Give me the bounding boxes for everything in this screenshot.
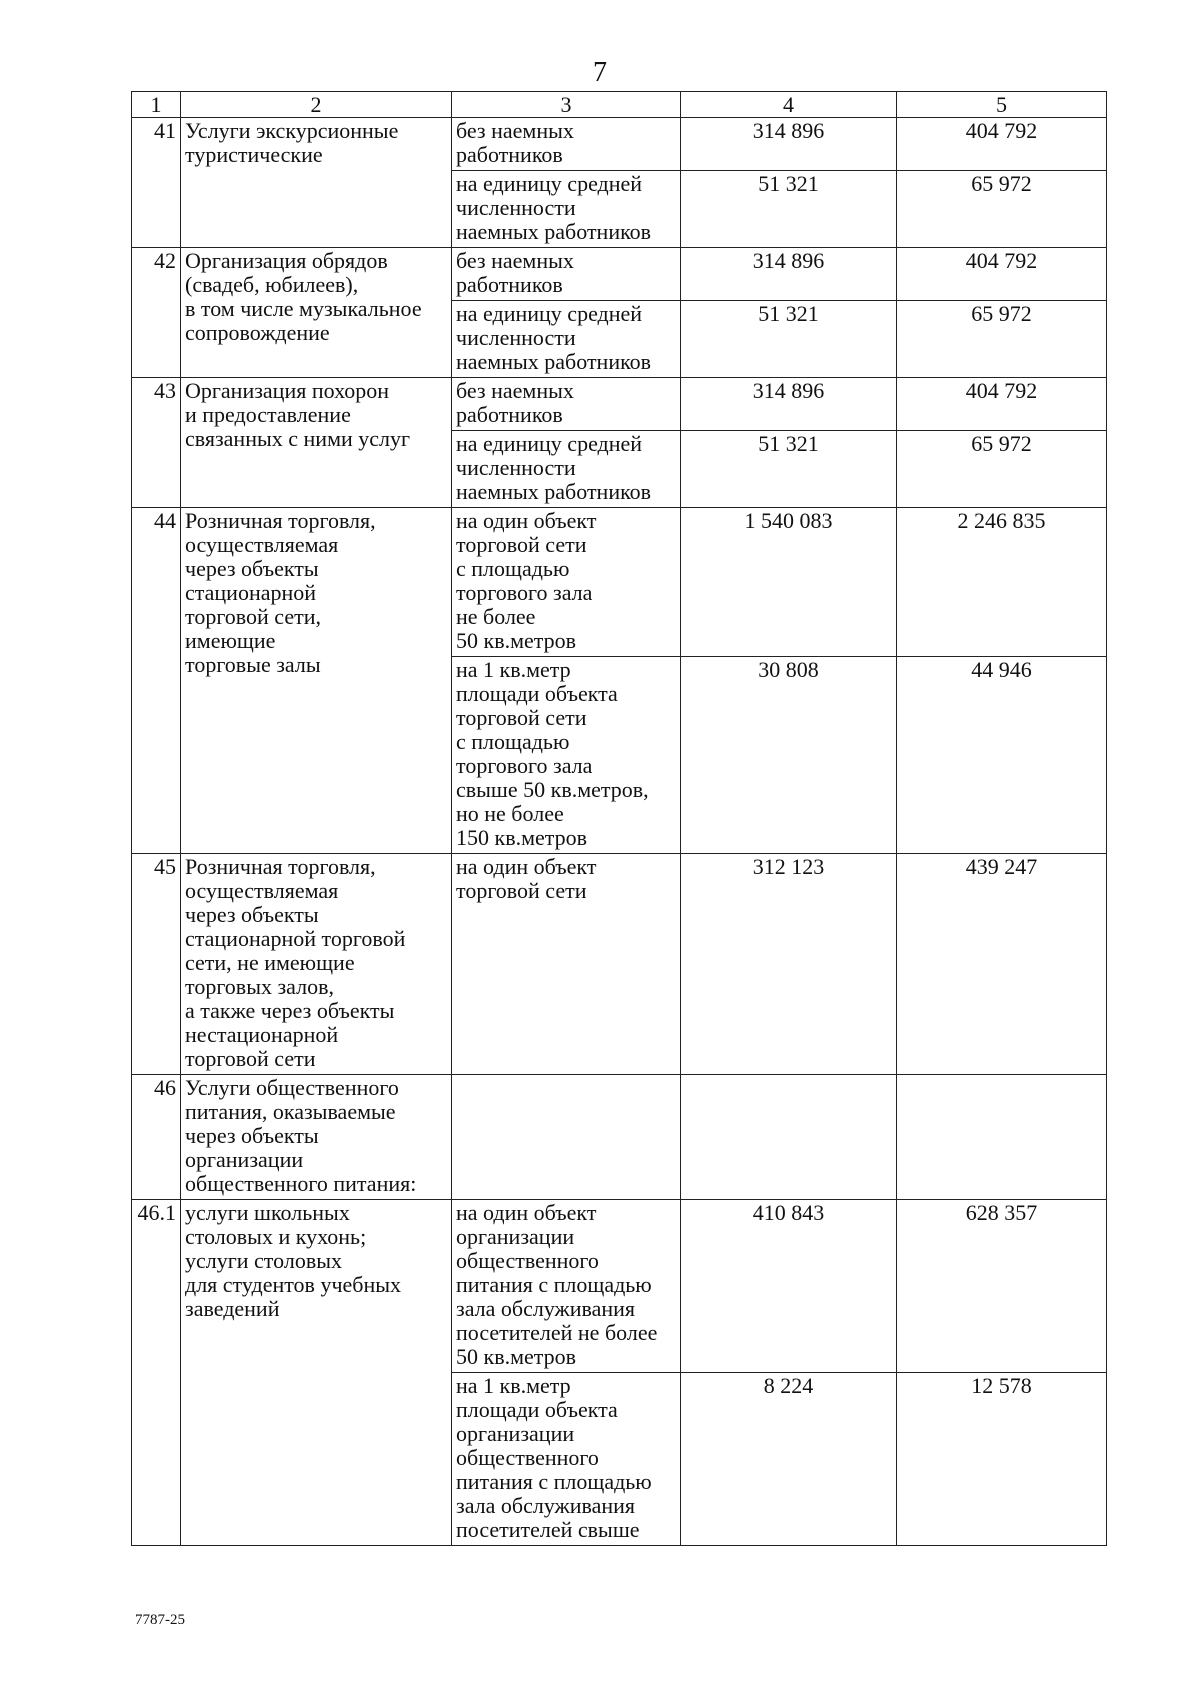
column-number-2: 2: [181, 92, 452, 118]
service-name-line: (свадеб, юбилеев),: [185, 272, 359, 297]
calculation-basis-line: 50 кв.метров: [456, 1344, 577, 1369]
calculation-basis-line: численности: [456, 455, 576, 480]
calculation-basis-line: торговой сети: [456, 532, 587, 557]
service-name-line: стационарной: [185, 580, 317, 605]
column-number-1: 1: [132, 92, 181, 118]
column-number-4: 4: [681, 92, 897, 118]
value-column-5: 404 792: [897, 118, 1107, 171]
tariff-table: [131, 91, 1107, 1546]
value-column-4: 30 808: [681, 657, 897, 854]
calculation-basis-line: на 1 кв.метр: [456, 657, 571, 682]
document-code: 7787-25: [135, 1612, 185, 1628]
table-row: [132, 854, 1107, 1075]
calculation-basis-line: организации: [456, 1421, 575, 1446]
calculation-basis-line: свыше 50 кв.метров,: [456, 777, 649, 802]
service-name-line: для студентов учебных: [185, 1272, 402, 1297]
calculation-basis-line: на один объект: [456, 508, 597, 533]
calculation-basis-line: посетителей свыше: [456, 1517, 640, 1542]
service-name-line: туристические: [185, 142, 323, 167]
calculation-basis-line: без наемных: [456, 378, 574, 403]
value-column-5: [897, 1075, 1107, 1200]
calculation-basis-line: не более: [456, 604, 536, 629]
row-number: 42: [132, 248, 181, 378]
calculation-basis-line: площади объекта: [456, 1397, 618, 1422]
service-name: [181, 118, 452, 248]
service-name: [181, 854, 452, 1075]
value-column-5: 628 357: [897, 1200, 1107, 1373]
calculation-basis: [452, 1200, 681, 1373]
value-column-5: 2 246 835: [897, 508, 1107, 657]
service-name-line: торговые залы: [185, 652, 321, 677]
row-number: 45: [132, 854, 181, 1075]
service-name-line: имеющие: [185, 628, 276, 653]
calculation-basis-line: 150 кв.метров: [456, 825, 588, 850]
calculation-basis-line: торговой сети: [456, 878, 587, 903]
service-name-line: общественного питания:: [185, 1171, 417, 1196]
service-name-line: а также через объекты: [185, 998, 395, 1023]
service-name-line: через объекты: [185, 902, 319, 927]
calculation-basis-line: работников: [456, 272, 563, 297]
calculation-basis: [452, 301, 681, 378]
calculation-basis-line: зала обслуживания: [456, 1296, 636, 1321]
service-name-line: Организация обрядов: [185, 248, 388, 273]
calculation-basis-line: численности: [456, 195, 576, 220]
service-name: [181, 1200, 452, 1546]
service-name-line: питания, оказываемые: [185, 1099, 396, 1124]
service-name-line: Розничная торговля,: [185, 508, 376, 533]
calculation-basis-line: наемных работников: [456, 219, 652, 244]
service-name-line: осуществляемая: [185, 878, 339, 903]
calculation-basis-line: питания с площадью: [456, 1272, 652, 1297]
service-name-line: столовых и кухонь;: [185, 1224, 367, 1249]
calculation-basis-line: наемных работников: [456, 349, 652, 374]
calculation-basis: [452, 118, 681, 171]
value-column-5: 404 792: [897, 378, 1107, 431]
value-column-5: 44 946: [897, 657, 1107, 854]
calculation-basis-line: без наемных: [456, 248, 574, 273]
value-column-4: 51 321: [681, 301, 897, 378]
tariff-table-wrapper: [131, 91, 1106, 1546]
calculation-basis-line: с площадью: [456, 556, 570, 581]
table-row: [132, 118, 1107, 171]
calculation-basis-line: на один объект: [456, 854, 597, 879]
service-name-line: заведений: [185, 1296, 280, 1321]
service-name-line: через объекты: [185, 556, 319, 581]
row-number: 46.1: [132, 1200, 181, 1546]
value-column-5: 439 247: [897, 854, 1107, 1075]
calculation-basis: [452, 1075, 681, 1200]
value-column-5: 65 972: [897, 431, 1107, 508]
calculation-basis-line: без наемных: [456, 118, 574, 143]
calculation-basis-line: 50 кв.метров: [456, 628, 577, 653]
service-name: [181, 248, 452, 378]
calculation-basis-line: на единицу средней: [456, 171, 643, 196]
calculation-basis-line: наемных работников: [456, 479, 652, 504]
page-number: 7: [593, 57, 607, 88]
calculation-basis-line: общественного: [456, 1248, 599, 1273]
calculation-basis-line: на один объект: [456, 1200, 597, 1225]
service-name-line: торговых залов,: [185, 974, 334, 999]
calculation-basis: [452, 657, 681, 854]
row-number: 44: [132, 508, 181, 854]
service-name-line: Организация похорон: [185, 378, 390, 403]
calculation-basis-line: питания с площадью: [456, 1469, 652, 1494]
service-name-line: сети, не имеющие: [185, 950, 355, 975]
value-column-4: 410 843: [681, 1200, 897, 1373]
calculation-basis-line: посетителей не более: [456, 1320, 658, 1345]
calculation-basis-line: торгового зала: [456, 580, 593, 605]
service-name-line: Услуги экскурсионные: [185, 118, 399, 143]
calculation-basis-line: торговой сети: [456, 705, 587, 730]
calculation-basis-line: на 1 кв.метр: [456, 1373, 571, 1398]
value-column-4: 314 896: [681, 118, 897, 171]
calculation-basis-line: но не более: [456, 801, 564, 826]
service-name-line: торговой сети,: [185, 604, 321, 629]
table-row: [132, 1075, 1107, 1200]
calculation-basis-line: площади объекта: [456, 681, 618, 706]
service-name-line: в том числе музыкальное: [185, 296, 422, 321]
column-number-row: [132, 92, 1107, 118]
calculation-basis-line: на единицу средней: [456, 431, 643, 456]
service-name-line: услуги школьных: [185, 1200, 350, 1225]
table-row: [132, 378, 1107, 431]
service-name-line: осуществляемая: [185, 532, 339, 557]
calculation-basis-line: работников: [456, 142, 563, 167]
calculation-basis: [452, 171, 681, 248]
calculation-basis: [452, 378, 681, 431]
service-name-line: Услуги общественного: [185, 1075, 399, 1100]
calculation-basis: [452, 431, 681, 508]
row-number: 43: [132, 378, 181, 508]
calculation-basis: [452, 248, 681, 301]
column-number-5: 5: [897, 92, 1107, 118]
service-name-line: сопровождение: [185, 320, 330, 345]
value-column-4: [681, 1075, 897, 1200]
value-column-4: 51 321: [681, 171, 897, 248]
value-column-5: 12 578: [897, 1373, 1107, 1546]
table-row: [132, 508, 1107, 657]
service-name-line: и предоставление: [185, 402, 351, 427]
calculation-basis: [452, 508, 681, 657]
service-name-line: организации: [185, 1147, 304, 1172]
service-name-line: нестационарной: [185, 1022, 339, 1047]
calculation-basis-line: организации: [456, 1224, 575, 1249]
value-column-5: 404 792: [897, 248, 1107, 301]
service-name: [181, 508, 452, 854]
calculation-basis: [452, 1373, 681, 1546]
table-row: [132, 248, 1107, 301]
value-column-4: 314 896: [681, 378, 897, 431]
calculation-basis-line: с площадью: [456, 729, 570, 754]
service-name-line: через объекты: [185, 1123, 319, 1148]
calculation-basis-line: торгового зала: [456, 753, 593, 778]
value-column-4: 51 321: [681, 431, 897, 508]
value-column-5: 65 972: [897, 301, 1107, 378]
service-name-line: связанных с ними услуг: [185, 426, 411, 451]
calculation-basis-line: работников: [456, 402, 563, 427]
value-column-4: 8 224: [681, 1373, 897, 1546]
value-column-4: 314 896: [681, 248, 897, 301]
service-name-line: торговой сети: [185, 1046, 316, 1071]
service-name-line: Розничная торговля,: [185, 854, 376, 879]
value-column-4: 1 540 083: [681, 508, 897, 657]
service-name: [181, 378, 452, 508]
calculation-basis-line: численности: [456, 325, 576, 350]
service-name-line: услуги столовых: [185, 1248, 342, 1273]
service-name: [181, 1075, 452, 1200]
row-number: 46: [132, 1075, 181, 1200]
value-column-5: 65 972: [897, 171, 1107, 248]
service-name-line: стационарной торговой: [185, 926, 406, 951]
row-number: 41: [132, 118, 181, 248]
calculation-basis-line: зала обслуживания: [456, 1493, 636, 1518]
calculation-basis-line: общественного: [456, 1445, 599, 1470]
value-column-4: 312 123: [681, 854, 897, 1075]
calculation-basis: [452, 854, 681, 1075]
column-number-3: 3: [452, 92, 681, 118]
calculation-basis-line: на единицу средней: [456, 301, 643, 326]
table-row: [132, 1200, 1107, 1373]
